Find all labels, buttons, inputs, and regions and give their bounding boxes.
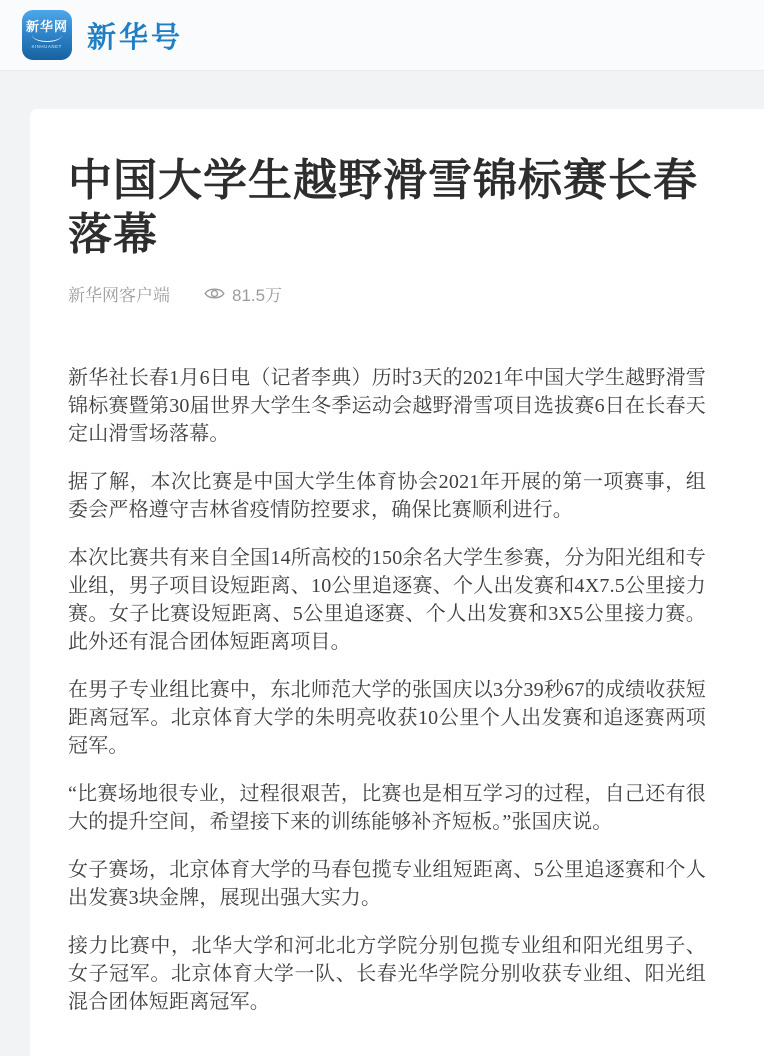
logo-arc-decoration [32,35,62,42]
article-content [68,364,706,1016]
view-count-value: 81.5万 [232,286,283,306]
xinhuanet-logo-subtext: XINHUANET [31,44,63,50]
article-title: 中国大学生越野滑雪锦标赛长春落幕 [68,156,698,259]
view-count [204,281,282,306]
article-paragraph: 女子赛场，北京体育大学的马春包揽专业组短距离、5公里追逐赛和个人出发赛3块金牌，展现出强大实力。 [68,859,706,910]
xinhuahao-brand[interactable]: 新华号 [87,21,184,54]
article-paragraph: 本次比赛共有来自全国14所高校的150余名大学生参赛，分为阳光组和专业组，男子项目设短距离、10公里追逐赛、个人出发赛和4X7.5公里接力赛。女子比赛设短距离、5公里追逐赛、个人出发赛和3X5公里接力赛。此外还有混合团体短距离项目。 [68,547,706,654]
eye-icon [204,286,225,301]
top-bar [0,0,764,71]
article-paragraph: “比赛场地很专业，过程很艰苦，比赛也是相互学习的过程，自己还有很大的提升空间，希望接下来的训练能够补齐短板。”张国庆说。 [68,783,706,834]
xinhuanet-logo-text: 新华网 [25,19,68,34]
article-paragraph: 据了解，本次比赛是中国大学生体育协会2021年开展的第一项赛事，组委会严格遵守吉林省疫情防控要求，确保比赛顺利进行。 [68,471,706,522]
article-source-link[interactable]: 新华网客户端 [68,286,170,306]
article-paragraph: 在男子专业组比赛中，东北师范大学的张国庆以3分39秒67的成绩收获短距离冠军。北京体育大学的朱明亮收获10公里个人出发赛和追逐赛两项冠军。 [68,679,706,758]
article-byline [68,281,706,306]
xinhuanet-logo[interactable] [22,10,72,60]
article-paragraph: 接力比赛中，北华大学和河北北方学院分别包揽专业组和阳光组男子、女子冠军。北京体育大学一队、长春光华学院分别收获专业组、阳光组混合团体短距离冠军。 [68,935,706,1014]
article-paragraph: 新华社长春1月6日电（记者李典）历时3天的2021年中国大学生越野滑雪锦标赛暨第30届世界大学生冬季运动会越野滑雪项目选拔赛6日在长春天定山滑雪场落幕。 [68,367,706,446]
article-card [30,109,764,1056]
